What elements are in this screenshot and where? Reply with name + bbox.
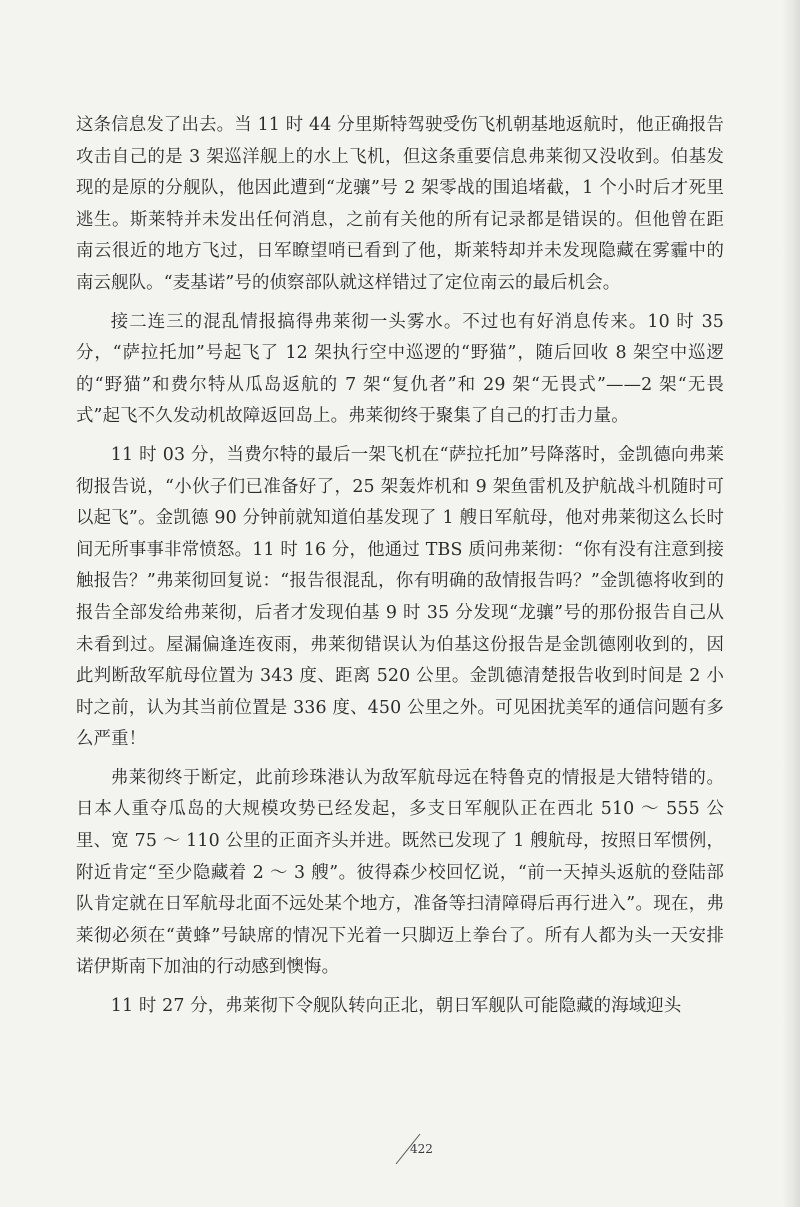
body-text: [76, 110, 724, 1030]
page-footer: [390, 1130, 450, 1166]
paragraph-2: 接二连三的混乱情报搞得弗莱彻一头雾水。不过也有好消息传来。10 时 35 分，“萨拉托加”号起飞了 12 架执行空中巡逻的“野猫”，随后回收 8 架空中巡逻的“野猫”和费尔特从瓜岛返航的 7 架“复仇者”和 29 架“无畏式”——2 架“无畏式”起飞不久发动机故障返回岛上。弗莱彻终于聚集了自己的打击力量。: [76, 311, 724, 427]
paragraph-1: 这条信息发了出去。当 11 时 44 分里斯特驾驶受伤飞机朝基地返航时，他正确报告攻击自己的是 3 架巡洋舰上的水上飞机，但这条重要信息弗莱彻又没收到。伯基发现的是原的分舰队，他因此遭到“龙骧”号 2 架零战的围追堵截，1 个小时后才死里逃生。斯莱特并未发出任何消息，之前有关他的所有记录都是错误的。但他曾在距南云很近的地方飞过，日军瞭望哨已看到了他，斯莱特却并未发现隐藏在雾霾中的南云舰队。“麦基诺”号的侦察部队就这样错过了定位南云的最后机会。: [76, 115, 724, 293]
paragraph-5: 11 时 27 分，弗莱彻下令舰队转向正北，朝日军舰队可能隐藏的海域迎头: [110, 996, 682, 1017]
page-number: 422: [410, 1142, 433, 1156]
paragraph-3: 11 时 03 分，当费尔特的最后一架飞机在“萨拉托加”号降落时，金凯德向弗莱彻报告说，“小伙子们已准备好了，25 架轰炸机和 9 架鱼雷机及护航战斗机随时可以起飞”。金凯德 90 分钟前就知道伯基发现了 1 艘日军航母，他对弗莱彻这么长时间无所事事非常愤怒。11 时 16 分，他通过 TBS 质问弗莱彻：“你有没有注意到接触报告？”弗莱彻回复说：“报告很混乱，你有明确的敌情报告吗？”金凯德将收到的报告全部发给弗莱彻，后者才发现伯基 9 时 35 分发现“龙骧”号的那份报告自己从未看到过。屋漏偏逢连夜雨，弗莱彻错误认为伯基这份报告是金凯德刚收到的，因此判断敌军航母位置为 343 度、距离 520 公里。金凯德清楚报告收到时间是 2 小时之前，认为其当前位置是 336 度、450 公里之外。可见困扰美军的通信问题有多么严重！: [76, 444, 724, 750]
paragraph-4: 弗莱彻终于断定，此前珍珠港认为敌军航母远在特鲁克的情报是大错特错的。日本人重夺瓜岛的大规模攻势已经发起，多支日军舰队正在西北 510 ～ 555 公里、宽 75 ～ 110 公里的正面齐头并进。既然已发现了 1 艘航母，按照日军惯例，附近肯定“至少隐藏着 2 ～ 3 艘”。彼得森少校回忆说，“前一天掉头返航的登陆部队肯定就在日军航母北面不远处某个地方，准备等扫清障碍后再行进入”。现在，弗莱彻必须在“黄蜂”号缺席的情况下光着一只脚迈上拳台了。所有人都为头一天安排诺伊斯南下加油的行动感到懊悔。: [76, 767, 724, 978]
page-edge-shadow: [782, 0, 800, 1207]
